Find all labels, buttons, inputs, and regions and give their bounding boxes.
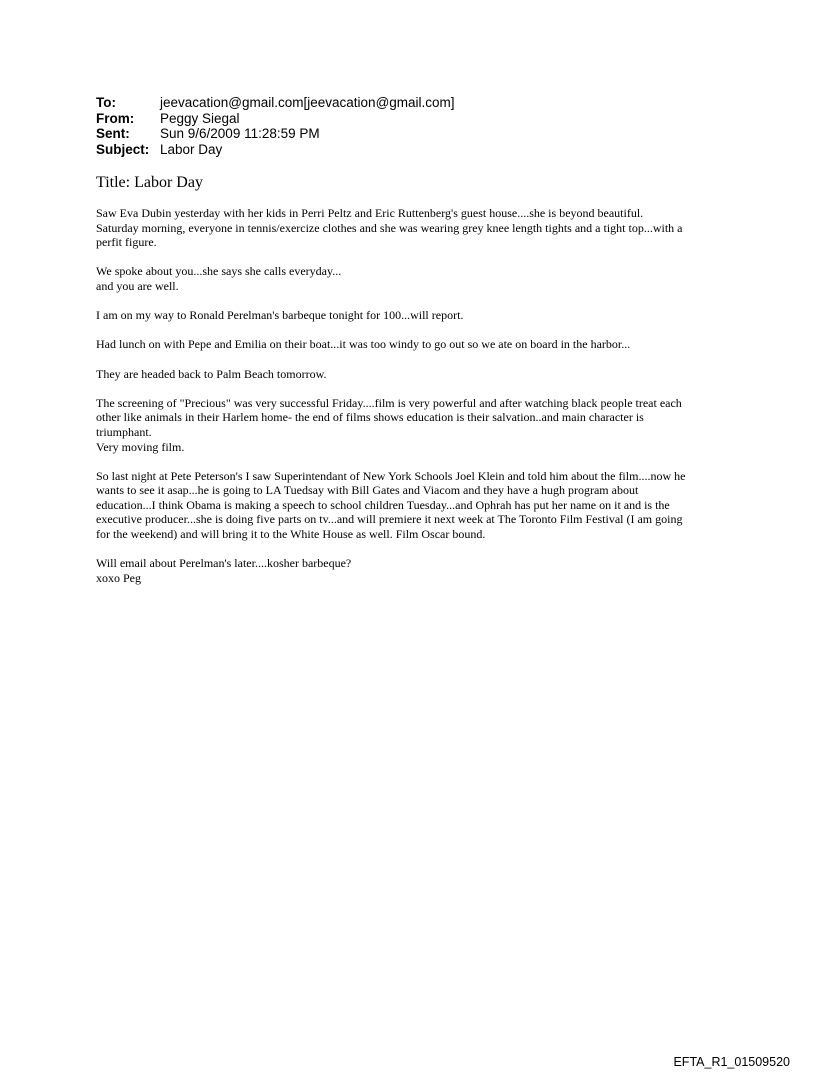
body-paragraph-2 xyxy=(96,264,722,293)
body-paragraph-5 xyxy=(96,367,722,382)
body-line: Saw Eva Dubin yesterday with her kids in Perri Peltz and Eric Ruttenberg's guest house....she is beyond beautiful. xyxy=(96,206,644,220)
from-row xyxy=(96,111,736,127)
sent-label: Sent: xyxy=(96,126,130,142)
body-line: wants to see it asap...he is going to LA Tuedsay with Bill Gates and Viacom and they have a hugh program about xyxy=(96,483,639,498)
subject-label: Subject: xyxy=(96,141,150,157)
body-line: other like animals in their Harlem home- the end of films shows education is their salvation..and main character is xyxy=(96,410,644,425)
body-paragraph-4 xyxy=(96,337,722,352)
sent-row xyxy=(96,126,736,142)
body-line: xoxo Peg xyxy=(96,570,141,585)
from-value: Peggy Siegal xyxy=(160,110,240,126)
to-value: jeevacation@gmail.com[jeevacation@gmail.com] xyxy=(160,95,455,110)
email-title: Title: Labor Day xyxy=(96,174,203,191)
body-line: Will email about Perelman's later....kosher barbeque? xyxy=(96,556,352,571)
body-line: I am on my way to Ronald Perelman's barbeque tonight for 100...will report. xyxy=(96,308,464,323)
body-line: So last night at Pete Peterson's I saw Superintendant of New York Schools Joel Klein and told him about the film....now he xyxy=(96,468,686,483)
from-label: From: xyxy=(96,110,135,126)
body-line: for the weekend) and will bring it to the White House as well. Film Oscar bound. xyxy=(96,527,486,542)
body-paragraph-3 xyxy=(96,308,722,323)
body-line: triumphant. xyxy=(96,424,152,439)
body-paragraph-8 xyxy=(96,556,722,585)
body-paragraph-1 xyxy=(96,206,722,250)
body-line: perfit figure. xyxy=(96,235,157,250)
body-line: Saturday morning, everyone in tennis/exercize clothes and she was wearing grey knee length tights and a tight top...with a xyxy=(96,220,683,235)
bates-number: EFTA_R1_01509520 xyxy=(673,1055,790,1069)
body-line: They are headed back to Palm Beach tomorrow. xyxy=(96,366,327,381)
subject-row xyxy=(96,142,736,158)
body-paragraph-6 xyxy=(96,396,722,454)
body-line: The screening of "Precious" was very successful Friday....film is very powerful and after watching black people treat each xyxy=(96,395,682,410)
email-header xyxy=(96,95,736,157)
sent-value: Sun 9/6/2009 11:28:59 PM xyxy=(160,126,320,142)
body-line: education...I think Obama is making a speech to school children Tuesday...and Ophrah has put her name on it and is the xyxy=(96,497,670,512)
subject-value: Labor Day xyxy=(160,141,223,157)
to-label: To: xyxy=(96,95,116,110)
body-paragraph-7 xyxy=(96,469,722,542)
email-body xyxy=(96,206,722,600)
body-line: executive producer...she is doing five parts on tv...and will premiere it next week at The Toronto Film Festival (I am going xyxy=(96,512,683,527)
body-line: and you are well. xyxy=(96,278,179,293)
body-line: Had lunch on with Pepe and Emilia on their boat...it was too windy to go out so we ate on board in the harbor... xyxy=(96,337,631,352)
body-line: Very moving film. xyxy=(96,439,185,454)
to-row xyxy=(96,95,736,111)
body-line: We spoke about you...she says she calls everyday... xyxy=(96,264,342,279)
